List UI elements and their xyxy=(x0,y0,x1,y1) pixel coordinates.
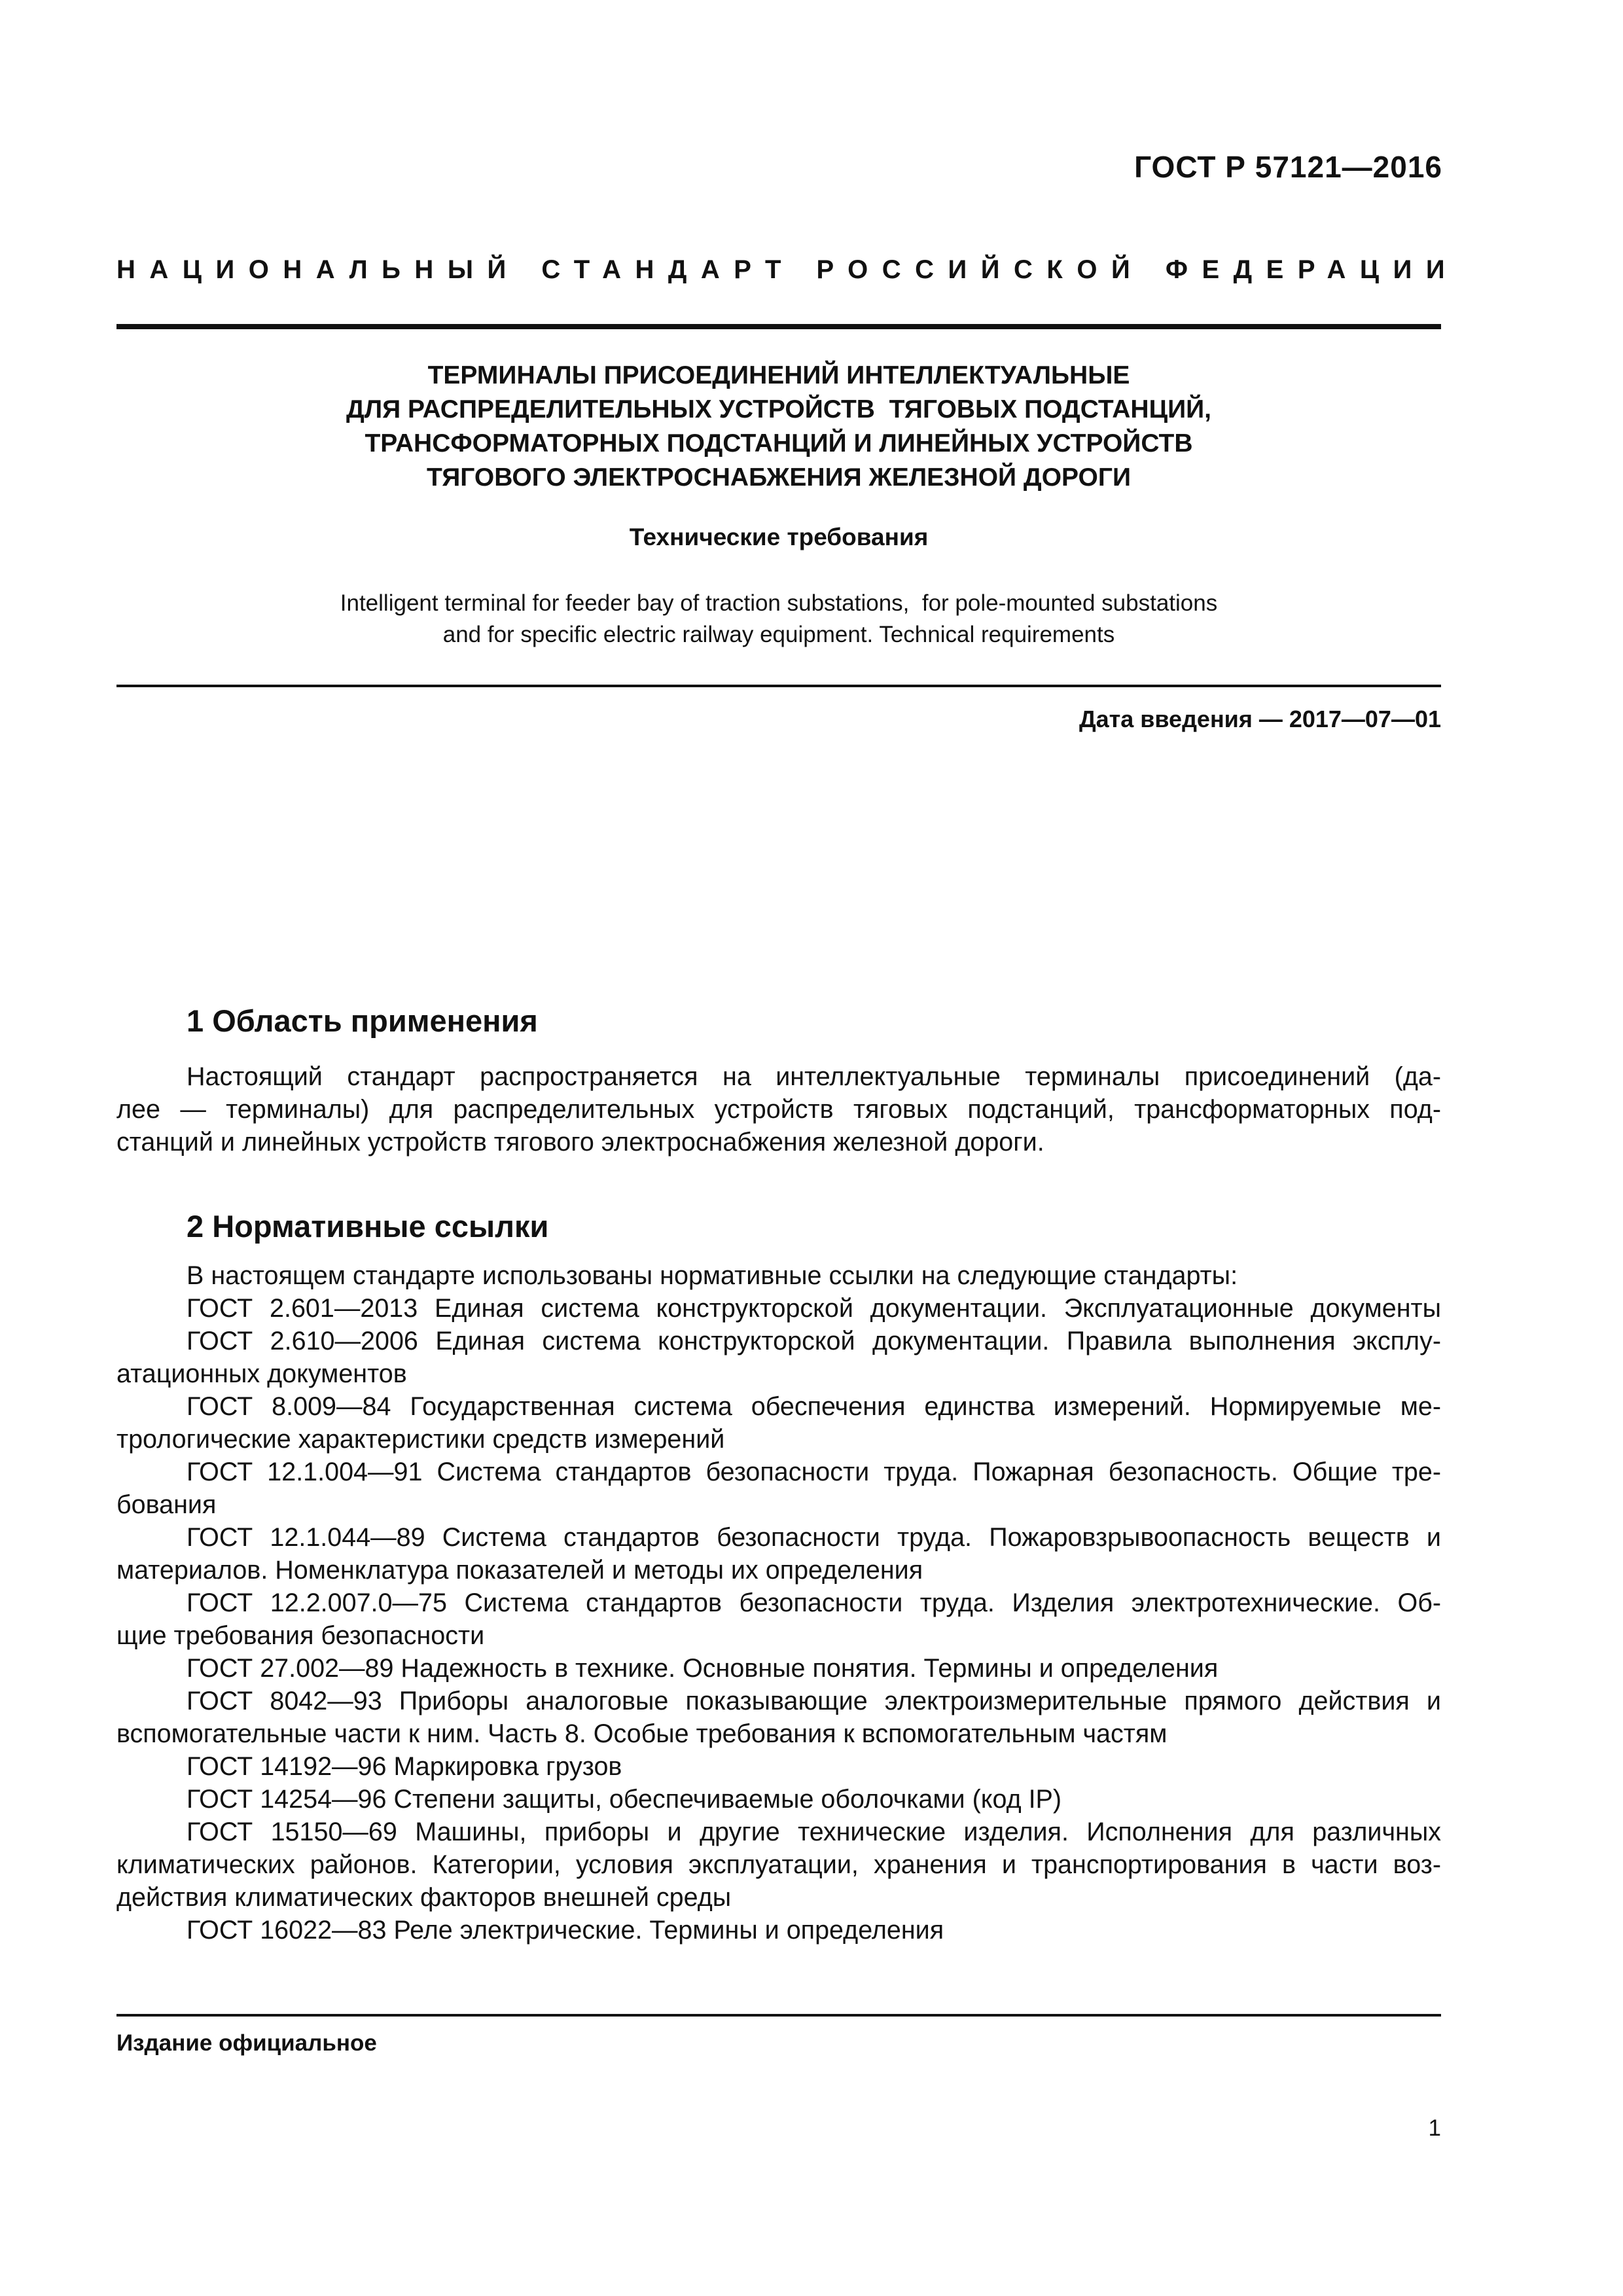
text-line: станций и линейных устройств тягового электроснабжения железной дороги. xyxy=(116,1128,1044,1157)
reference-line: ГОСТ 2.610—2006 Единая система конструкторской документации. Правила выполнения эксплу- xyxy=(187,1327,1441,1355)
reference-line: ГОСТ 8042—93 Приборы аналоговые показывающие электроизмерительные прямого действия и xyxy=(187,1687,1441,1715)
section-1-text xyxy=(116,1060,1441,1158)
title-line: ТЕРМИНАЛЫ ПРИСОЕДИНЕНИЙ ИНТЕЛЛЕКТУАЛЬНЫЕ xyxy=(427,361,1130,389)
standard-code: ГОСТ Р 57121—2016 xyxy=(1134,150,1442,184)
english-title xyxy=(116,588,1441,651)
edition-label: Издание официальное xyxy=(116,2030,377,2056)
top-divider xyxy=(116,324,1441,329)
section-2-heading: 2 Нормативные ссылки xyxy=(187,1209,549,1244)
reference-line: климатических районов. Категории, условия эксплуатации, хранения и транспортирования в части воз- xyxy=(116,1850,1441,1879)
text-line: Настоящий стандарт распространяется на интеллектуальные терминалы присоединений (да- xyxy=(187,1062,1441,1091)
reference-line: ГОСТ 14254—96 Степени защиты, обеспечиваемые оболочками (код IP) xyxy=(187,1785,1062,1814)
introduction-date: Дата введения — 2017—07—01 xyxy=(1079,706,1441,732)
reference-line: атационных документов xyxy=(116,1359,407,1388)
reference-line: ГОСТ 2.601—2013 Единая система конструкторской документации. Эксплуатационные документы xyxy=(187,1294,1441,1323)
title-line: ДЛЯ РАСПРЕДЕЛИТЕЛЬНЫХ УСТРОЙСТВ ТЯГОВЫХ ПОДСТАНЦИЙ, xyxy=(346,395,1211,423)
reference-line: ГОСТ 15150—69 Машины, приборы и другие технические изделия. Исполнения для различных xyxy=(187,1818,1441,1846)
document-title xyxy=(116,359,1441,495)
section-2-text xyxy=(116,1259,1441,1946)
reference-line: ГОСТ 8.009—84 Государственная система обеспечения единства измерений. Нормируемые ме- xyxy=(187,1392,1441,1421)
text-line: В настоящем стандарте использованы нормативные ссылки на следующие стандарты: xyxy=(187,1261,1238,1290)
reference-line: ГОСТ 14192—96 Маркировка грузов xyxy=(187,1752,622,1781)
reference-line: ГОСТ 27.002—89 Надежность в технике. Основные понятия. Термины и определения xyxy=(187,1654,1219,1683)
title-line: ТЯГОВОГО ЭЛЕКТРОСНАБЖЕНИЯ ЖЕЛЕЗНОЙ ДОРОГИ xyxy=(426,463,1132,492)
reference-line: ГОСТ 16022—83 Реле электрические. Термины и определения xyxy=(187,1916,944,1945)
reference-line: ГОСТ 12.1.004—91 Система стандартов безопасности труда. Пожарная безопасность. Общие тре- xyxy=(187,1458,1441,1486)
reference-line: ГОСТ 12.2.007.0—75 Система стандартов безопасности труда. Изделия электротехнические. Об- xyxy=(187,1588,1441,1617)
footer-divider xyxy=(116,2014,1441,2017)
text-line: лее — терминалы) для распределительных устройств тяговых подстанций, трансформаторных под- xyxy=(116,1095,1441,1124)
document-subtitle: Технические требования xyxy=(629,524,929,550)
reference-line: щие требования безопасности xyxy=(116,1621,485,1650)
reference-line: действия климатических факторов внешней среды xyxy=(116,1883,732,1912)
section-1-heading: 1 Область применения xyxy=(187,1003,538,1038)
reference-line: трологические характеристики средств измерений xyxy=(116,1425,725,1454)
reference-line: материалов. Номенклатура показателей и методы их определения xyxy=(116,1556,923,1585)
title-line: ТРАНСФОРМАТОРНЫХ ПОДСТАНЦИЙ И ЛИНЕЙНЫХ УСТРОЙСТВ xyxy=(365,429,1193,457)
reference-line: бования xyxy=(116,1490,217,1519)
reference-line: вспомогательные части к ним. Часть 8. Особые требования к вспомогательным частям xyxy=(116,1719,1168,1748)
page-number: 1 xyxy=(1428,2115,1441,2141)
english-title-line: Intelligent terminal for feeder bay of traction substations, for pole-mounted substations xyxy=(340,590,1218,616)
reference-line: ГОСТ 12.1.044—89 Система стандартов безопасности труда. Пожаровзрывоопасность веществ и xyxy=(187,1523,1441,1552)
english-title-line: and for specific electric railway equipment. Technical requirements xyxy=(442,622,1115,647)
national-standard-heading: НАЦИОНАЛЬНЫЙ СТАНДАРТ РОССИЙСКОЙ ФЕДЕРАЦИИ xyxy=(116,255,1459,284)
title-divider xyxy=(116,685,1441,687)
